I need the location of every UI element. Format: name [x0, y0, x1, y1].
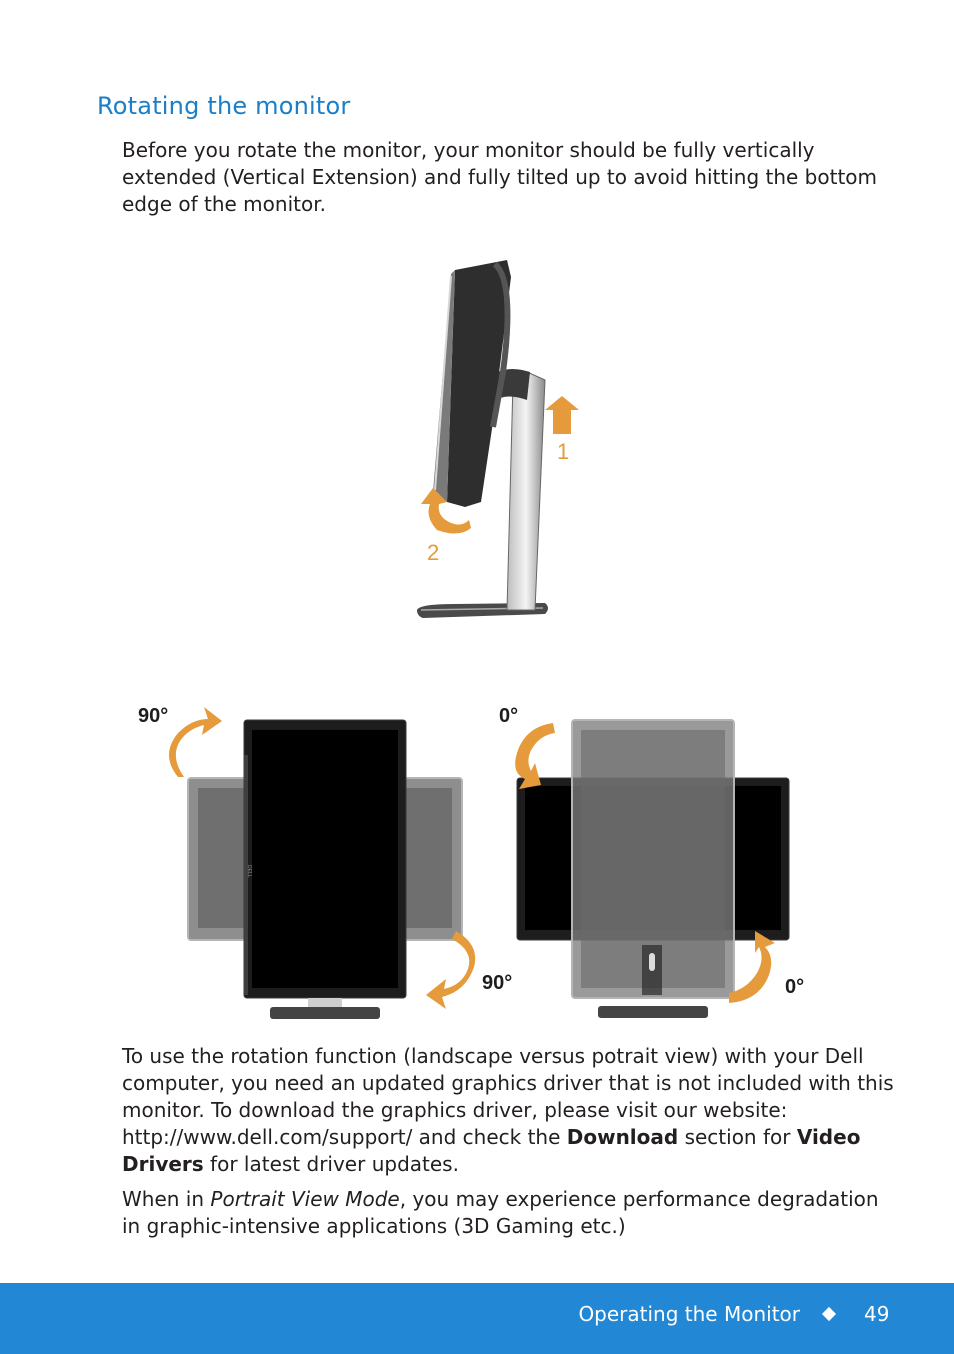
intro-paragraph: Before you rotate the monitor, your monitor should be fully vertically extended (Vertical Extension) and fully tilted up to avoid hitting the bottom edge of the monitor.	[122, 138, 878, 216]
angle-label-top-right: 0°	[499, 705, 519, 727]
section-title: Rotating the monitor	[97, 92, 351, 120]
monitor-side-view-figure	[395, 252, 595, 632]
footer-bar	[0, 1283, 954, 1354]
step-1-label: 1	[557, 439, 570, 464]
download-emphasis: Download	[566, 1125, 679, 1149]
driver-text-2: section for	[678, 1125, 797, 1149]
rotate-to-landscape-figure	[485, 695, 820, 1025]
portrait-base	[270, 1007, 380, 1019]
svg-text:DELL: DELL	[246, 865, 252, 878]
portrait-view-mode-emphasis: Portrait View Mode	[210, 1187, 400, 1211]
angle-label-bottom-left: 90°	[482, 972, 513, 994]
stand-neck	[507, 372, 545, 610]
portrait-text-2: , you may experience performance degradation in graphic-intensive applications (3D Gaming etc.)	[122, 1187, 879, 1238]
landscape-base	[598, 1006, 708, 1018]
rotate-arrow-bottom-left-icon	[426, 931, 475, 1009]
driver-paragraph	[122, 1043, 902, 1178]
portrait-text-1: When in	[122, 1187, 211, 1211]
arrow-up-icon	[545, 396, 579, 434]
portrait-mode-paragraph	[122, 1186, 902, 1240]
angle-label-bottom-right: 0°	[785, 976, 805, 998]
footer-chapter-title: Operating the Monitor	[578, 1302, 800, 1326]
driver-text-1: To use the rotation function (landscape versus potrait view) with your Dell computer, you need an updated graphics driver that is not included with this monitor. To download the graphics driver, please visit our website: http://www.dell.com/support/ and check the	[122, 1044, 894, 1149]
angle-label-top-left: 90°	[138, 705, 169, 727]
rotate-to-portrait-figure	[130, 695, 520, 1025]
rotate-arrow-top-left-icon	[169, 707, 222, 777]
step-2-label: 2	[427, 540, 440, 565]
driver-text-3: for latest driver updates.	[203, 1152, 459, 1176]
page-number: 49	[864, 1302, 890, 1326]
rotate-arrow-bottom-right-icon	[729, 931, 775, 1003]
video-drivers-emphasis: Video Drivers	[122, 1125, 861, 1176]
